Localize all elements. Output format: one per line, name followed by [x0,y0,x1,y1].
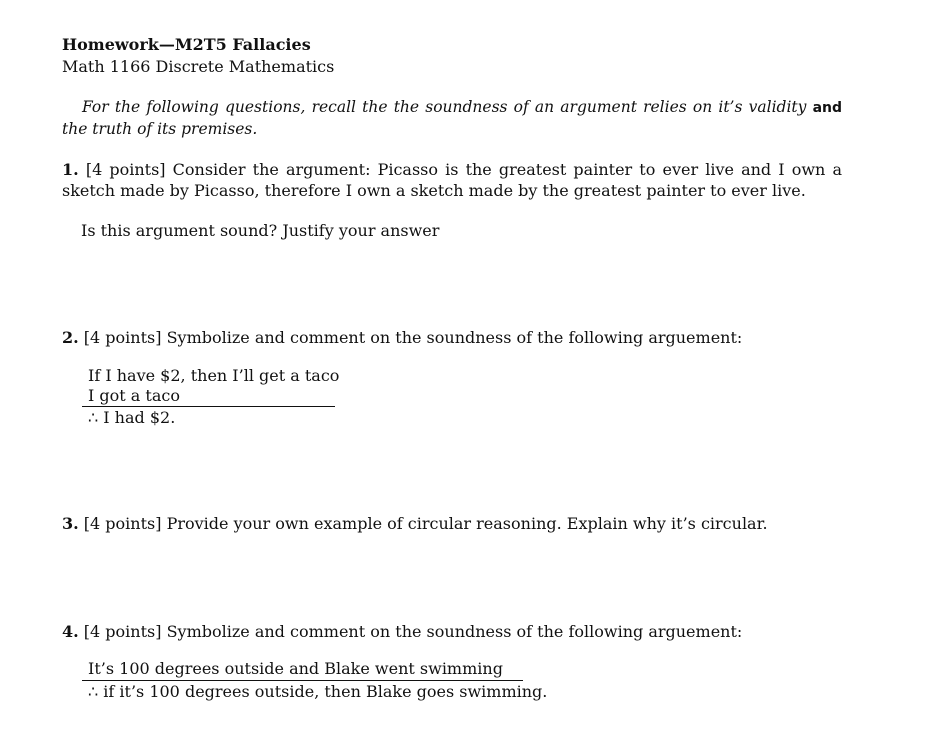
instructions [62,97,842,140]
question-4-conclusion: ∴ if it’s 100 degrees outside, then Blake goes swimming. [88,682,548,701]
question-2-conclusion-line [82,406,335,407]
question-1-subprompt: Is this argument sound? Justify your answer [81,221,440,240]
question-2 [62,328,742,347]
question-3-number: 3. [62,514,79,533]
question-1 [62,159,842,201]
instructions-bold-word: and [812,100,842,116]
question-4-premise-1: It’s 100 degrees outside and Blake went swimming [88,659,503,678]
question-3-text: [4 points] Provide your own example of circular reasoning. Explain why it’s circular. [83,514,768,533]
instructions-text-start: For the following questions, recall the the soundness of an argument relies on it’s validity [82,98,813,116]
question-3 [62,514,768,533]
question-1-number: 1. [62,160,79,179]
page-title: Homework—M2T5 Fallacies [62,35,311,54]
question-4 [62,622,742,641]
question-1-text: [4 points] Consider the argument: Picasso is the greatest painter to ever live and I own a sketch made by Picasso, therefore I own a sketch made by the greatest painter to ever live. [62,160,842,200]
question-2-conclusion: ∴ I had $2. [88,408,176,427]
question-2-premise-1: If I have $2, then I’ll get a taco [88,366,340,385]
question-2-premise-2: I got a taco [88,386,180,405]
question-4-text: [4 points] Symbolize and comment on the soundness of the following arguement: [83,622,743,641]
question-4-conclusion-line [82,680,523,681]
question-4-number: 4. [62,622,79,641]
question-2-text: [4 points] Symbolize and comment on the soundness of the following arguement: [83,328,743,347]
instructions-text-end: the truth of its premises. [62,120,258,138]
question-2-number: 2. [62,328,79,347]
course-name: Math 1166 Discrete Mathematics [62,57,335,76]
